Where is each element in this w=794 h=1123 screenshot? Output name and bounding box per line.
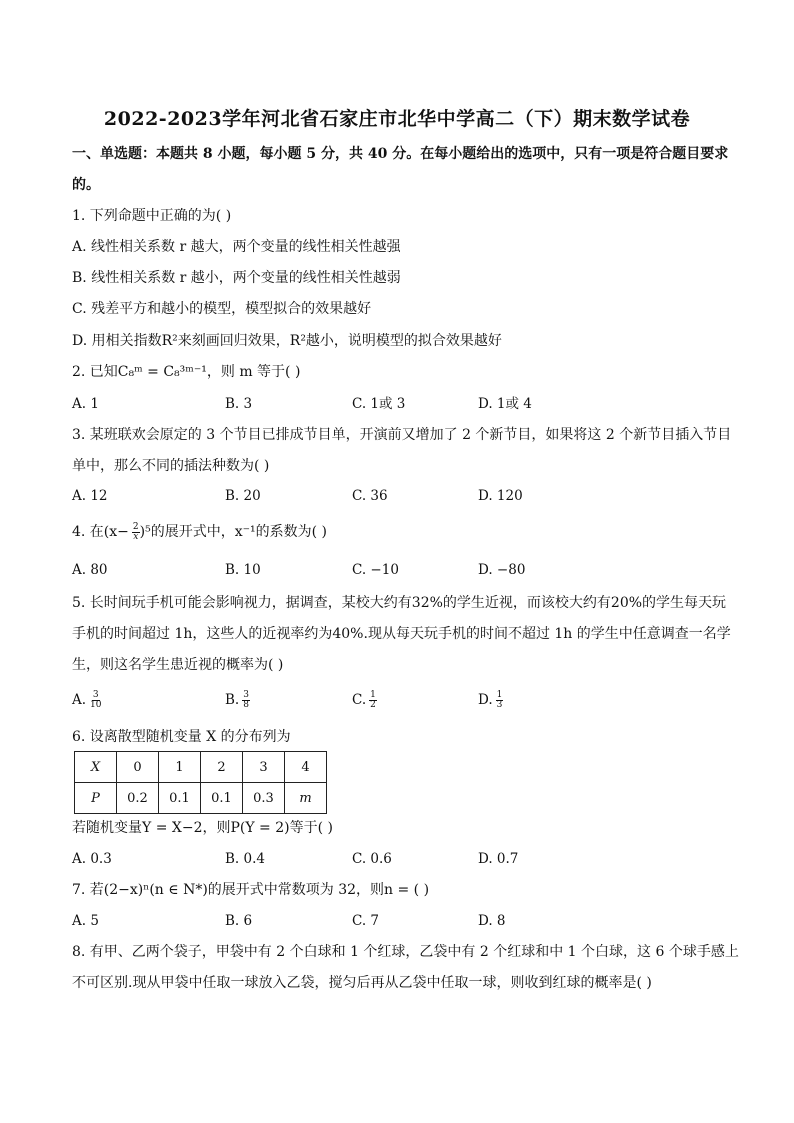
q5-option-b-fraction	[242, 691, 250, 710]
q4-option-d: D. −80	[478, 562, 526, 578]
section-header-line2: 的。	[72, 177, 100, 193]
table-cell: 1	[159, 752, 201, 783]
q5-option-c-label: C.	[352, 692, 367, 708]
table-cell: 0	[117, 752, 159, 783]
q4-stem-pre: 4. 在(x−	[72, 524, 129, 540]
table-cell: m	[285, 783, 327, 814]
q5-c-den: 2	[370, 700, 376, 710]
q2-option-a: A. 1	[72, 396, 99, 412]
table-row-x	[75, 752, 327, 783]
table-cell: 4	[285, 752, 327, 783]
q4-option-a: A. 80	[72, 562, 108, 578]
q5-option-b-label: B.	[225, 692, 240, 708]
q2-option-c: C. 1或 3	[352, 396, 406, 412]
q6-question: 若随机变量Y = X−2，则P(Y = 2)等于( )	[72, 820, 333, 836]
q1-option-b: B. 线性相关系数 r 越小，两个变量的线性相关性越弱	[72, 270, 401, 286]
q7-option-c: C. 7	[352, 913, 380, 929]
q5-b-num: 3	[243, 690, 249, 700]
q1-option-c: C. 残差平方和越小的模型，模型拟合的效果越好	[72, 301, 372, 317]
q5-b-den: 8	[243, 700, 249, 710]
page-title: 2022-2023学年河北省石家庄市北华中学高二（下）期末数学试卷	[103, 108, 691, 130]
table-cell: 0.2	[117, 783, 159, 814]
q4-frac-num: 2	[132, 521, 139, 532]
q4-stem	[72, 522, 732, 542]
q1-option-d: D. 用相关指数R²来刻画回归效果，R²越小，说明模型的拟合效果越好	[72, 333, 502, 349]
q5-option-a	[72, 690, 103, 710]
q4-fraction	[132, 523, 140, 542]
q7-option-d: D. 8	[478, 913, 506, 929]
q3-option-b: B. 20	[225, 488, 261, 504]
q5-d-den: 3	[496, 700, 503, 710]
q5-option-c-fraction	[369, 691, 377, 710]
q8-line1: 8. 有甲、乙两个袋子，甲袋中有 2 个白球和 1 个红球，乙袋中有 2 个红球和中 1 个白球，这 6 个球手感上	[72, 944, 739, 960]
q5-a-num: 3	[92, 690, 99, 700]
q5-d-num: 1	[496, 690, 503, 700]
q6-option-d: D. 0.7	[478, 851, 519, 867]
q7-stem: 7. 若(2−x)ⁿ(n ∈ N*)的展开式中常数项为 32，则n = ( )	[72, 882, 430, 898]
table-cell: P	[75, 783, 117, 814]
q4-option-b: B. 10	[225, 562, 261, 578]
q5-option-d	[478, 690, 503, 710]
q2-option-d: D. 1或 4	[478, 396, 532, 412]
q3-option-a: A. 12	[72, 488, 108, 504]
q5-option-d-fraction	[496, 691, 504, 710]
q1-option-a: A. 线性相关系数 r 越大，两个变量的线性相关性越强	[72, 239, 401, 255]
q5-option-b	[225, 690, 250, 710]
section-header-line1: 一、单选题：本题共 8 小题，每小题 5 分，共 40 分。在每小题给出的选项中，只有一项是符合题目要求	[72, 146, 729, 162]
q5-line1: 5. 长时间玩手机可能会影响视力，据调查，某校大约有32%的学生近视，而该校大约有20%的学生每天玩	[72, 595, 727, 611]
table-cell: 2	[201, 752, 243, 783]
distribution-table	[74, 751, 327, 814]
q5-line2: 手机的时间超过 1h，这些人的近视率约为40%.现从每天玩手机的时间不超过 1h 的学生中任意调查一名学	[72, 626, 731, 642]
q5-option-a-label: A.	[72, 692, 87, 708]
table-cell: 0.1	[159, 783, 201, 814]
q6-option-b: B. 0.4	[225, 851, 265, 867]
table-row-p	[75, 783, 327, 814]
q5-option-d-label: D.	[478, 692, 493, 708]
q6-option-c: C. 0.6	[352, 851, 392, 867]
q1-stem: 1. 下列命题中正确的为( )	[72, 208, 232, 224]
q5-option-c	[352, 690, 377, 710]
table-cell: 0.3	[243, 783, 285, 814]
table-cell: 0.1	[201, 783, 243, 814]
q5-a-den: 10	[90, 700, 102, 710]
q3-option-d: D. 120	[478, 488, 523, 504]
q4-frac-den: x	[133, 531, 139, 542]
q2-option-b: B. 3	[225, 396, 253, 412]
q3-line2: 单中，那么不同的插法种数为( )	[72, 458, 270, 474]
q8-line2: 不可区别.现从甲袋中任取一球放入乙袋，搅匀后再从乙袋中任取一球，则收到红球的概率是( )	[72, 975, 652, 991]
table-cell: X	[75, 752, 117, 783]
q7-option-a: A. 5	[72, 913, 99, 929]
q4-option-c: C. −10	[352, 562, 399, 578]
q5-option-a-fraction	[89, 691, 102, 710]
q7-option-b: B. 6	[225, 913, 253, 929]
q4-stem-post: )⁵的展开式中，x⁻¹的系数为( )	[139, 524, 327, 540]
q3-line1: 3. 某班联欢会原定的 3 个节目已排成节目单，开演前又增加了 2 个新节目，如果将这 2 个新节目插入节目	[72, 427, 732, 443]
q2-stem: 2. 已知C₈ᵐ = C₈³ᵐ⁻¹，则 m 等于( )	[72, 364, 301, 380]
q6-option-a: A. 0.3	[72, 851, 112, 867]
q3-option-c: C. 36	[352, 488, 388, 504]
q5-line3: 生，则这名学生患近视的概率为( )	[72, 657, 284, 673]
q5-c-num: 1	[370, 690, 376, 700]
table-cell: 3	[243, 752, 285, 783]
q6-stem: 6. 设离散型随机变量 X 的分布列为	[72, 729, 291, 745]
